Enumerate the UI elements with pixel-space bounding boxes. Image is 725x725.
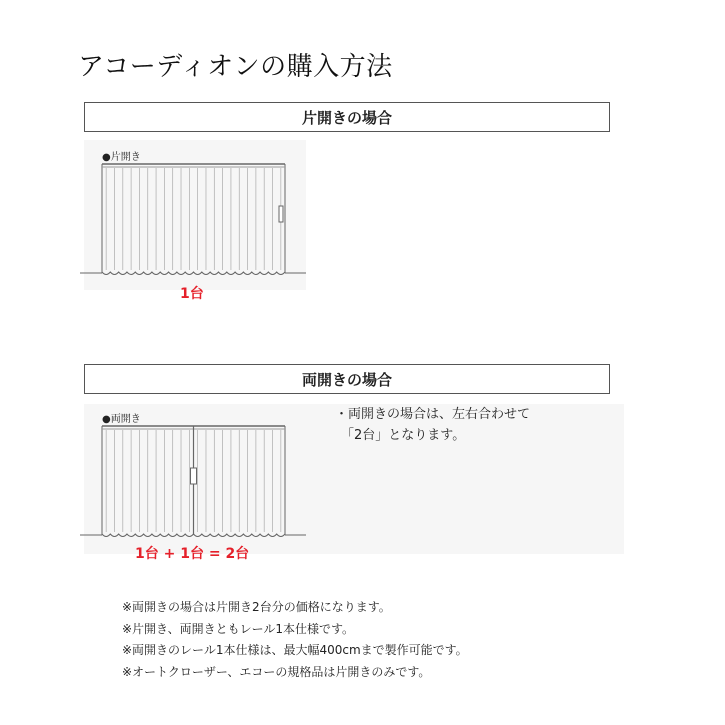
footnote-item: ※オートクローザー、エコーの規格品は片開きのみです。 xyxy=(122,664,431,679)
accordion-door-single xyxy=(80,160,306,284)
count-single: 1台 xyxy=(180,286,204,302)
diagram-label-double: ●両開き xyxy=(102,414,141,425)
diagram-label-single: ●片開き xyxy=(102,152,141,163)
double-note-line2: 「2台」となります。 xyxy=(341,428,466,443)
footnote-item: ※両開きの場合は片開き2台分の価格になります。 xyxy=(122,600,391,614)
page-title: アコーディオンの購入方法 xyxy=(78,52,393,82)
double-note-line1: ・両開きの場合は、左右合わせて xyxy=(335,407,531,422)
footnote-item: ※両開きのレール1本仕様は、最大幅400cmまで製作可能です。 xyxy=(122,643,468,657)
accordion-door-double xyxy=(80,422,306,546)
count-double: 1台 + 1台 = 2台 xyxy=(135,546,250,562)
section-header-single: 片開きの場合 xyxy=(84,102,610,132)
footnote-item: ※片開き、両開きともレール1本仕様です。 xyxy=(122,621,355,636)
double-note xyxy=(335,404,530,446)
footnotes xyxy=(122,597,468,683)
section-header-double: 両開きの場合 xyxy=(84,364,610,394)
